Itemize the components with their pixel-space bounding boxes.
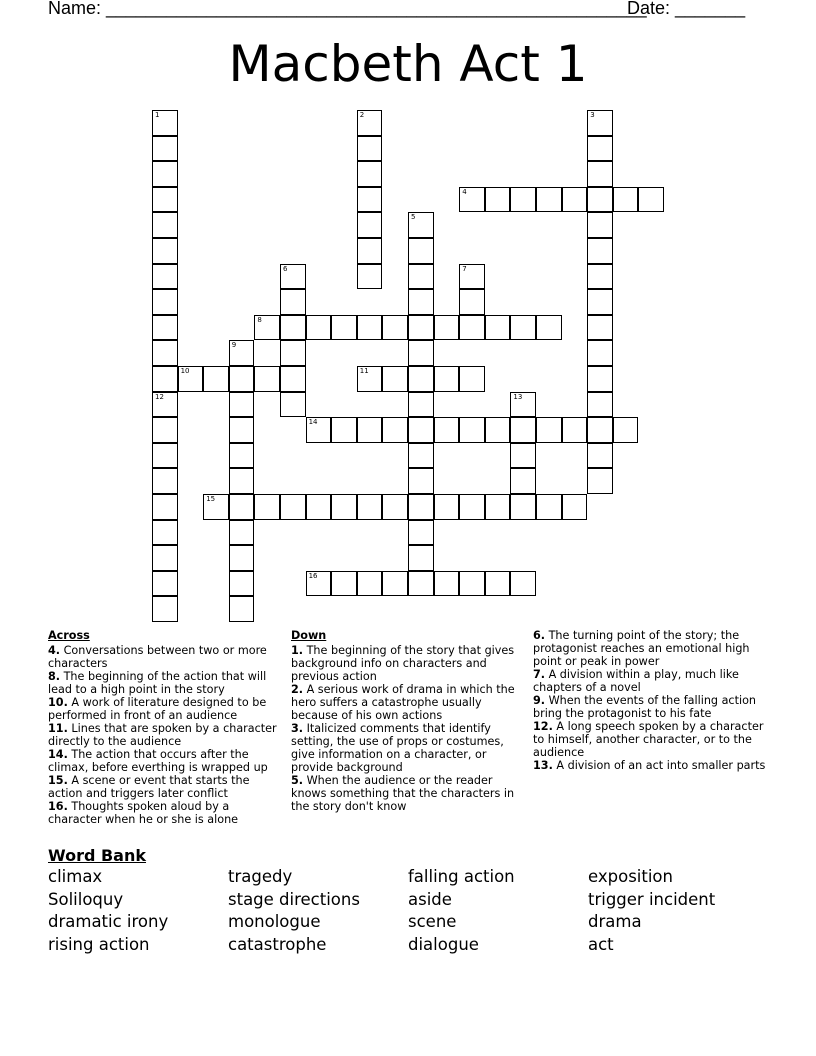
clue-text: A long speech spoken by a character to himself, another character, or to the audience [533, 720, 764, 759]
clue-number: 10. [48, 696, 68, 709]
grid-cell[interactable] [408, 340, 434, 366]
grid-cell[interactable] [357, 212, 383, 238]
grid-cell[interactable] [280, 289, 306, 315]
grid-cell[interactable] [280, 264, 306, 290]
clue-item [291, 722, 523, 774]
grid-cell[interactable] [229, 366, 255, 392]
grid-cell[interactable] [229, 443, 255, 469]
word-bank-item: dialogue [408, 934, 479, 954]
grid-cell[interactable] [152, 417, 178, 443]
grid-cell[interactable] [459, 315, 485, 341]
grid-cell[interactable] [152, 392, 178, 418]
clue-number: 13. [533, 759, 553, 772]
clue-item [533, 694, 769, 720]
down-clues-continued [533, 629, 769, 772]
grid-cell[interactable] [229, 520, 255, 546]
word-bank-item: Soliloquy [48, 889, 124, 909]
clue-text: The action that occurs after the climax, before everthing is wrapped up [48, 748, 268, 774]
clue-item [291, 774, 523, 813]
grid-cell[interactable] [306, 315, 332, 341]
grid-cell[interactable] [152, 340, 178, 366]
clue-item [533, 668, 769, 694]
cell-number: 1 [155, 111, 160, 119]
grid-cell[interactable] [203, 366, 229, 392]
grid-cell[interactable] [152, 238, 178, 264]
grid-cell[interactable] [459, 571, 485, 597]
grid-cell[interactable] [382, 315, 408, 341]
grid-cell[interactable] [357, 494, 383, 520]
clue-item [533, 720, 769, 759]
grid-cell[interactable] [587, 136, 613, 162]
grid-cell[interactable] [510, 392, 536, 418]
cell-number: 9 [231, 341, 237, 350]
grid-cell[interactable] [587, 392, 613, 418]
grid-cell[interactable] [587, 315, 613, 341]
clue-text: Conversations between two or more characters [48, 644, 267, 670]
clue-item [48, 748, 280, 774]
date-field-label: Date: _______ [627, 0, 746, 18]
clue-item [48, 644, 280, 670]
clue-text: The beginning of the story that gives background info on characters and previous action [291, 644, 515, 683]
clue-text: Lines that are spoken by a character directly to the audience [48, 722, 277, 748]
grid-cell[interactable] [152, 443, 178, 469]
grid-cell[interactable] [587, 340, 613, 366]
grid-cell[interactable] [229, 571, 255, 597]
cell-number: 10 [180, 367, 190, 375]
cell-number: 7 [462, 264, 467, 273]
cell-number: 8 [257, 315, 262, 324]
grid-cell[interactable] [229, 417, 255, 443]
grid-cell[interactable] [536, 494, 562, 520]
clue-text: The turning point of the story; the protagonist reaches an emotional high point or peak in power [533, 629, 750, 668]
grid-cell[interactable] [382, 571, 408, 597]
grid-cell[interactable] [587, 289, 613, 315]
grid-cell[interactable] [587, 110, 613, 136]
cell-number: 11 [359, 367, 369, 375]
grid-cell[interactable] [587, 468, 613, 494]
grid-cell[interactable] [485, 417, 511, 443]
word-bank-item: rising action [48, 934, 150, 954]
grid-cell[interactable] [459, 264, 485, 290]
grid-cell[interactable] [357, 571, 383, 597]
grid-cell[interactable] [408, 212, 434, 238]
cell-number: 15 [206, 495, 216, 503]
clue-item [48, 800, 280, 826]
grid-cell[interactable] [434, 571, 460, 597]
cell-number: 16 [308, 571, 318, 580]
grid-cell[interactable] [152, 366, 178, 392]
grid-cell[interactable] [408, 366, 434, 392]
grid-cell[interactable] [331, 315, 357, 341]
grid-cell[interactable] [306, 494, 332, 520]
clue-number: 4. [48, 644, 61, 657]
grid-cell[interactable] [408, 468, 434, 494]
grid-cell[interactable] [510, 468, 536, 494]
grid-cell[interactable] [587, 366, 613, 392]
grid-cell[interactable] [510, 187, 536, 213]
grid-cell[interactable] [280, 392, 306, 418]
grid-cell[interactable] [613, 417, 639, 443]
clue-number: 1. [291, 644, 304, 657]
grid-cell[interactable] [408, 494, 434, 520]
grid-cell[interactable] [331, 417, 357, 443]
grid-cell[interactable] [562, 494, 588, 520]
clue-item [48, 696, 280, 722]
grid-cell[interactable] [229, 340, 255, 366]
grid-cell[interactable] [459, 494, 485, 520]
down-heading: Down [291, 629, 327, 642]
grid-cell[interactable] [510, 315, 536, 341]
grid-cell[interactable] [587, 238, 613, 264]
grid-cell[interactable] [152, 136, 178, 162]
clue-text: A work of literature designed to be performed in front of an audience [48, 696, 267, 722]
grid-cell[interactable] [357, 187, 383, 213]
grid-cell[interactable] [280, 494, 306, 520]
grid-cell[interactable] [357, 366, 383, 392]
grid-cell[interactable] [587, 417, 613, 443]
clue-number: 6. [533, 629, 546, 642]
word-bank-item: aside [408, 889, 452, 909]
word-bank-item: act [588, 934, 614, 954]
clue-item [533, 759, 769, 772]
cell-number: 13 [513, 392, 523, 401]
clue-item [291, 644, 523, 683]
clue-text: Italicized comments that identify setting, the use of props or costumes, give information on a character, or provide background [291, 722, 504, 774]
clue-text: A serious work of drama in which the hero suffers a catastrophe usually because of his own actions [291, 683, 515, 722]
cell-number: 6 [283, 264, 288, 273]
grid-cell[interactable] [357, 161, 383, 187]
grid-cell[interactable] [357, 417, 383, 443]
word-bank-item: trigger incident [588, 889, 716, 909]
grid-cell[interactable] [434, 366, 460, 392]
grid-cell[interactable] [152, 187, 178, 213]
grid-cell[interactable] [536, 315, 562, 341]
grid-cell[interactable] [587, 212, 613, 238]
grid-cell[interactable] [408, 289, 434, 315]
clue-number: 8. [48, 670, 61, 683]
grid-cell[interactable] [408, 520, 434, 546]
clue-text: A division within a play, much like chapters of a novel [533, 668, 739, 694]
clue-item [48, 774, 280, 800]
grid-cell[interactable] [306, 571, 332, 597]
grid-cell[interactable] [152, 545, 178, 571]
grid-cell[interactable] [434, 417, 460, 443]
grid-cell[interactable] [382, 366, 408, 392]
clue-number: 2. [291, 683, 304, 696]
grid-cell[interactable] [229, 494, 255, 520]
clue-item [48, 722, 280, 748]
name-field-label: Name: ______________________________________________________ [48, 0, 647, 18]
cell-number: 3 [590, 111, 595, 119]
grid-cell[interactable] [152, 212, 178, 238]
cell-number: 14 [308, 418, 318, 427]
grid-cell[interactable] [562, 417, 588, 443]
clue-number: 12. [533, 720, 553, 733]
grid-cell[interactable] [587, 443, 613, 469]
grid-cell[interactable] [229, 468, 255, 494]
grid-cell[interactable] [459, 289, 485, 315]
clue-number: 11. [48, 722, 68, 735]
grid-cell[interactable] [408, 315, 434, 341]
grid-cell[interactable] [408, 571, 434, 597]
grid-cell[interactable] [152, 110, 178, 136]
word-bank-item: drama [588, 912, 642, 932]
grid-cell[interactable] [510, 571, 536, 597]
grid-cell[interactable] [434, 494, 460, 520]
grid-cell[interactable] [485, 571, 511, 597]
grid-cell[interactable] [254, 315, 280, 341]
grid-cell[interactable] [229, 392, 255, 418]
word-bank-item: monologue [228, 912, 321, 932]
clue-item [291, 683, 523, 722]
clue-item [48, 670, 280, 696]
grid-cell[interactable] [408, 238, 434, 264]
grid-cell[interactable] [510, 443, 536, 469]
grid-cell[interactable] [459, 187, 485, 213]
clue-text: When the events of the falling action bring the protagonist to his fate [533, 694, 757, 720]
across-clues [48, 629, 280, 826]
grid-cell[interactable] [485, 315, 511, 341]
grid-cell[interactable] [434, 315, 460, 341]
word-bank-item: exposition [588, 867, 673, 886]
grid-cell[interactable] [152, 468, 178, 494]
grid-cell[interactable] [638, 187, 664, 213]
clue-number: 7. [533, 668, 546, 681]
grid-cell[interactable] [254, 366, 280, 392]
grid-cell[interactable] [229, 596, 255, 622]
grid-cell[interactable] [613, 187, 639, 213]
cell-number: 2 [359, 111, 365, 119]
grid-cell[interactable] [178, 366, 204, 392]
word-bank-item: tragedy [228, 867, 293, 886]
grid-cell[interactable] [485, 187, 511, 213]
grid-cell[interactable] [408, 417, 434, 443]
grid-cell[interactable] [331, 494, 357, 520]
grid-cell[interactable] [587, 187, 613, 213]
page-title: Macbeth Act 1 [228, 35, 588, 93]
grid-cell[interactable] [203, 494, 229, 520]
clue-number: 5. [291, 774, 304, 787]
grid-cell[interactable] [152, 264, 178, 290]
grid-cell[interactable] [306, 417, 332, 443]
grid-cell[interactable] [459, 366, 485, 392]
grid-cell[interactable] [357, 110, 383, 136]
grid-cell[interactable] [382, 417, 408, 443]
word-bank-item: stage directions [228, 889, 360, 909]
grid-cell[interactable] [280, 340, 306, 366]
grid-cell[interactable] [357, 238, 383, 264]
word-bank-item: falling action [408, 867, 515, 886]
grid-cell[interactable] [587, 264, 613, 290]
clue-number: 3. [291, 722, 304, 735]
clue-number: 9. [533, 694, 546, 707]
clue-text: Thoughts spoken aloud by a character when he or she is alone [48, 800, 239, 826]
grid-cell[interactable] [459, 417, 485, 443]
grid-cell[interactable] [510, 494, 536, 520]
cell-number: 5 [411, 213, 416, 222]
grid-cell[interactable] [536, 187, 562, 213]
clue-item [533, 629, 769, 668]
grid-cell[interactable] [152, 571, 178, 597]
grid-cell[interactable] [408, 392, 434, 418]
grid-cell[interactable] [382, 494, 408, 520]
clue-text: A division of an act into smaller parts [552, 759, 766, 772]
word-bank-item: dramatic irony [48, 912, 169, 932]
grid-cell[interactable] [408, 264, 434, 290]
grid-cell[interactable] [152, 289, 178, 315]
grid-cell[interactable] [152, 494, 178, 520]
word-bank [48, 867, 788, 957]
clue-number: 14. [48, 748, 68, 761]
grid-cell[interactable] [254, 494, 280, 520]
grid-cell[interactable] [357, 315, 383, 341]
clue-text: A scene or event that starts the action and triggers later conflict [48, 774, 250, 800]
cell-number: 12 [155, 392, 164, 401]
grid-cell[interactable] [280, 315, 306, 341]
word-bank-title: Word Bank [48, 846, 147, 865]
clue-text: When the audience or the reader knows something that the characters in the story don't know [291, 774, 515, 813]
grid-cell[interactable] [485, 494, 511, 520]
down-clues [291, 629, 523, 813]
word-bank-item: catastrophe [228, 934, 327, 954]
across-heading: Across [48, 629, 90, 642]
grid-cell[interactable] [357, 136, 383, 162]
clue-number: 16. [48, 800, 68, 813]
grid-cell[interactable] [357, 264, 383, 290]
grid-cell[interactable] [280, 366, 306, 392]
grid-cell[interactable] [152, 520, 178, 546]
clue-text: The beginning of the action that will lead to a high point in the story [48, 670, 267, 696]
word-bank-item: climax [48, 867, 103, 886]
grid-cell[interactable] [510, 417, 536, 443]
grid-cell[interactable] [331, 571, 357, 597]
clue-number: 15. [48, 774, 68, 787]
grid-cell[interactable] [408, 545, 434, 571]
grid-cell[interactable] [152, 596, 178, 622]
grid-cell[interactable] [152, 161, 178, 187]
grid-cell[interactable] [536, 417, 562, 443]
cell-number: 4 [462, 187, 467, 196]
grid-cell[interactable] [229, 545, 255, 571]
grid-cell[interactable] [152, 315, 178, 341]
word-bank-item: scene [408, 912, 457, 932]
grid-cell[interactable] [587, 161, 613, 187]
grid-cell[interactable] [562, 187, 588, 213]
grid-cell[interactable] [408, 443, 434, 469]
